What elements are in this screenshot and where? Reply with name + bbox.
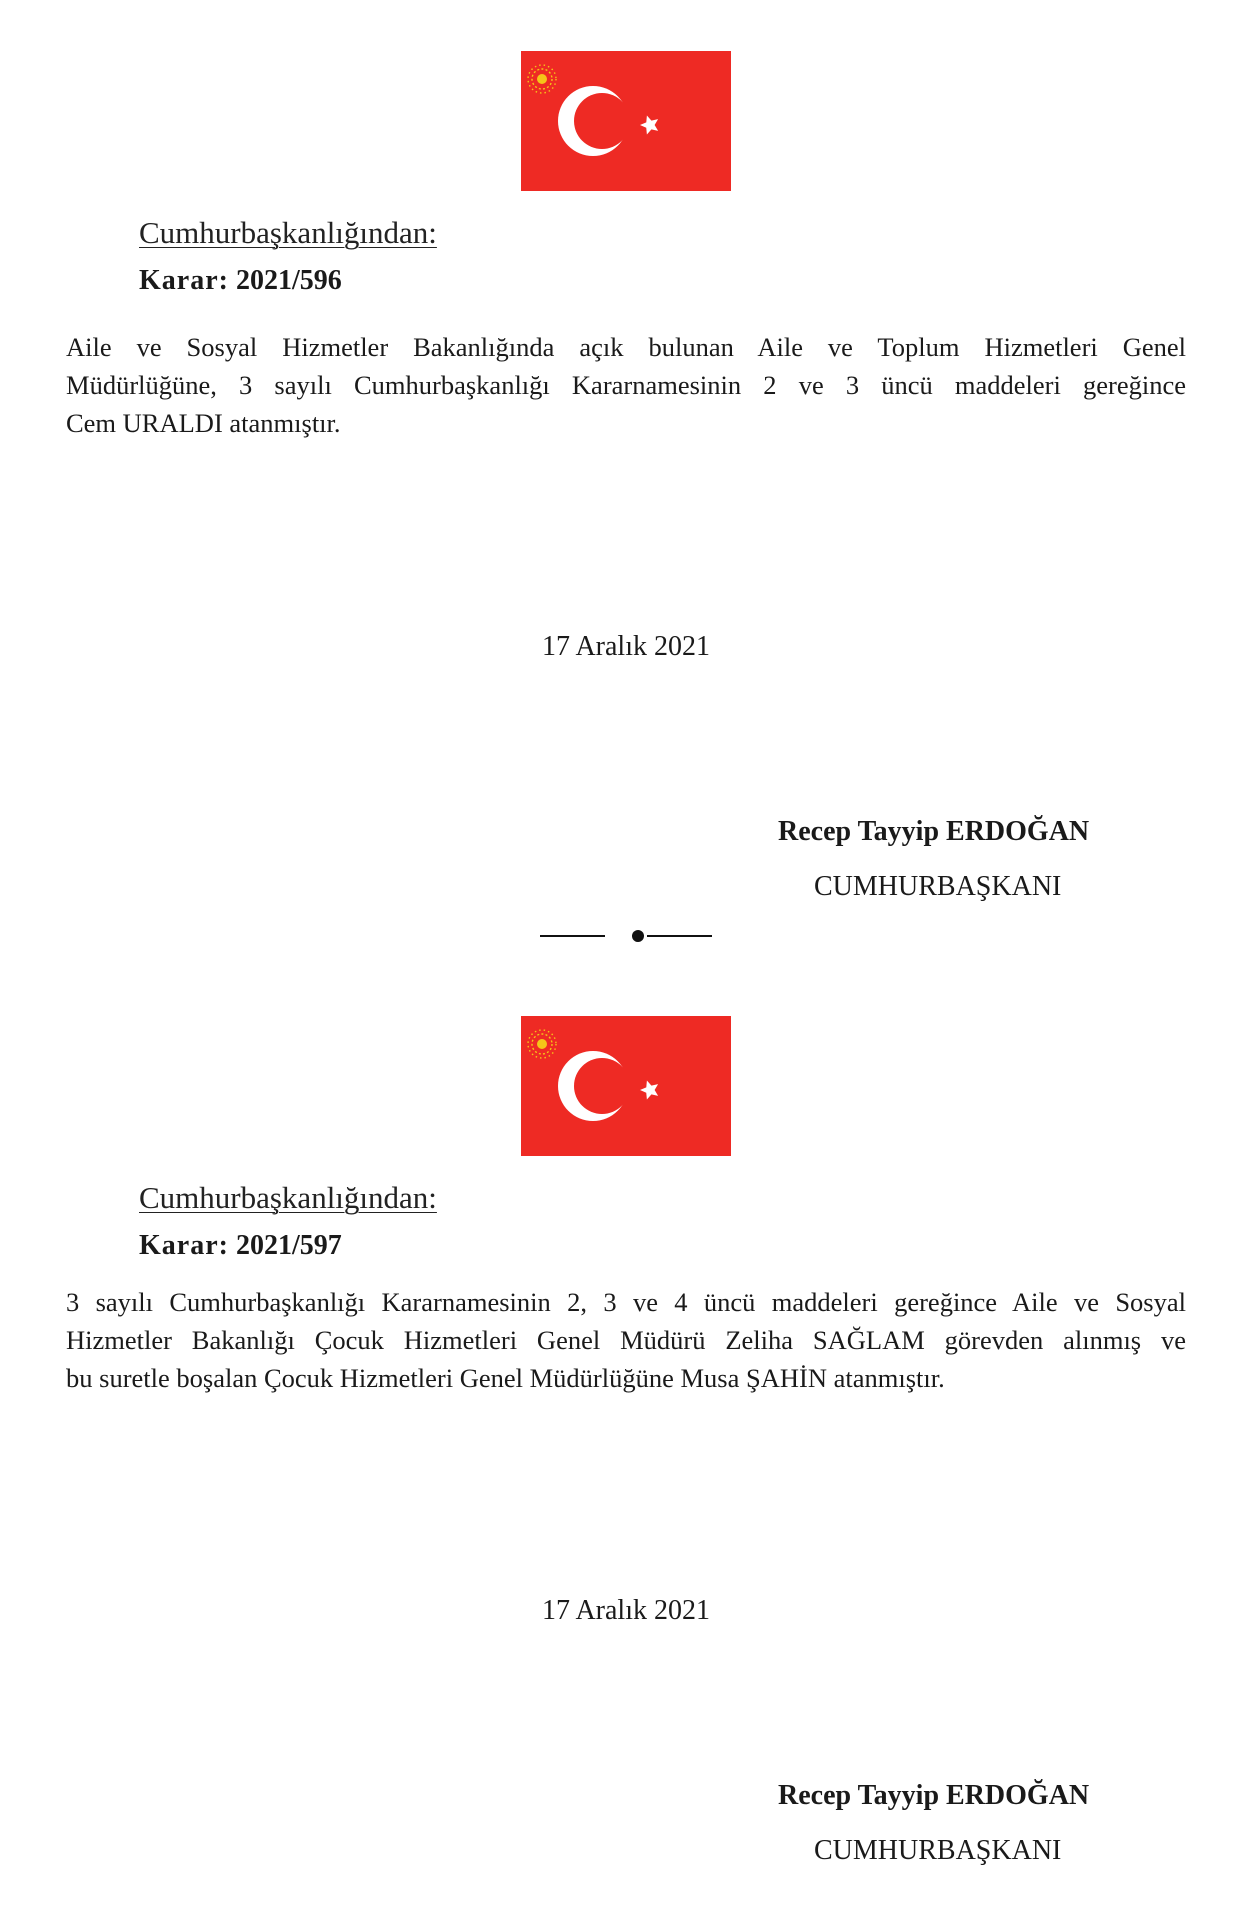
decree-body-line: Müdürlüğüne, 3 sayılı Cumhurbaşkanlığı Kararnamesinin 2 ve 3 üncü maddeleri gereğince (66, 370, 1186, 400)
decree-body-line: Cem URALDI atanmıştır. (66, 408, 341, 438)
issuer-heading: Cumhurbaşkanlığından: (139, 215, 437, 250)
decree-date: 17 Aralık 2021 (542, 1595, 710, 1626)
decree-number-line (139, 1230, 342, 1262)
decree-number: 2021/596 (235, 265, 342, 296)
signer-title: CUMHURBAŞKANI (814, 1835, 1062, 1866)
separator-line (540, 935, 605, 937)
signer-title: CUMHURBAŞKANI (814, 871, 1062, 902)
presidential-flag-svg (521, 1016, 731, 1156)
decree-label: Karar: (139, 1230, 229, 1261)
decree-body-line: 3 sayılı Cumhurbaşkanlığı Kararnamesinin 2, 3 ve 4 üncü maddeleri gereğince Aile ve Sosyal (66, 1287, 1186, 1317)
issuer-heading: Cumhurbaşkanlığından: (139, 1180, 437, 1215)
signer-name: Recep Tayyip ERDOĞAN (778, 816, 1090, 847)
turkish-flag-icon (521, 1016, 731, 1156)
section-separator (540, 926, 740, 946)
signer-name: Recep Tayyip ERDOĞAN (778, 1780, 1090, 1811)
presidential-flag-svg (521, 51, 731, 191)
turkish-flag-icon (521, 51, 731, 191)
decree-body-line: bu suretle boşalan Çocuk Hizmetleri Genel Müdürlüğüne Musa ŞAHİN atanmıştır. (66, 1363, 945, 1393)
decree-body (66, 328, 1186, 442)
decree-body-line: Aile ve Sosyal Hizmetler Bakanlığında açık bulunan Aile ve Toplum Hizmetleri Genel (66, 332, 1186, 362)
decree-label: Karar: (139, 265, 229, 296)
decree-number-line (139, 265, 342, 297)
decree-body-line: Hizmetler Bakanlığı Çocuk Hizmetleri Genel Müdürü Zeliha SAĞLAM görevden alınmış ve (66, 1325, 1186, 1355)
decree-date: 17 Aralık 2021 (542, 631, 710, 662)
separator-dot (632, 930, 644, 942)
separator-line (647, 935, 712, 937)
decree-number: 2021/597 (235, 1230, 342, 1261)
decree-body (66, 1283, 1186, 1397)
